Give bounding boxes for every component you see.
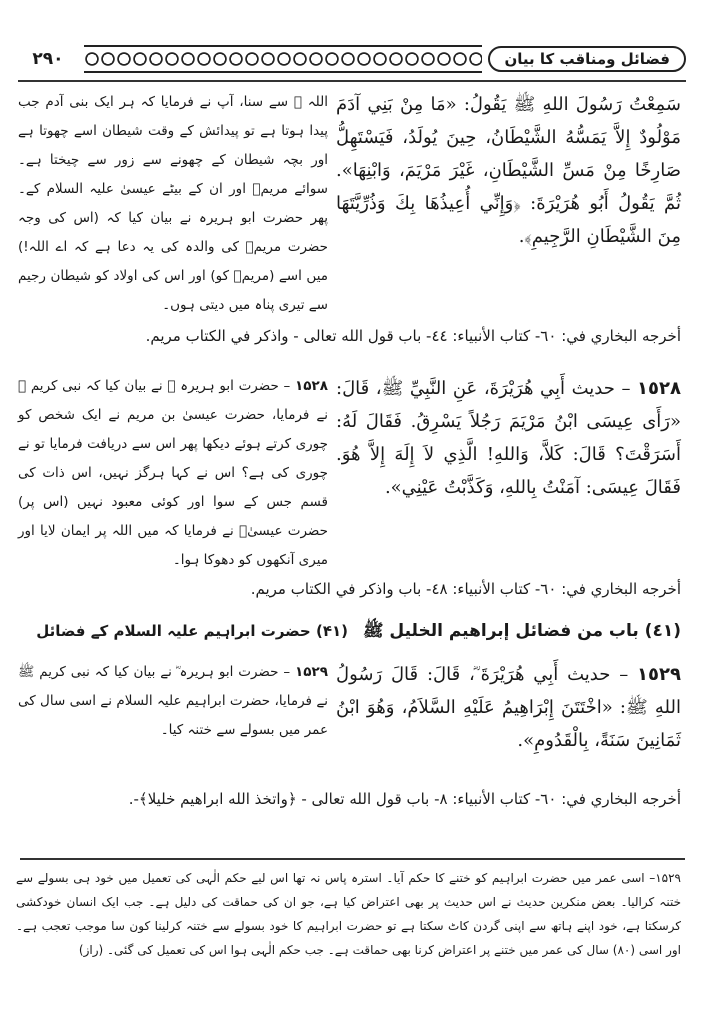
hadith-1527-arabic: سَمِعْتُ رَسُولَ اللهِ ﷺ يَقُولُ: «مَا مِنْ بَنِي آدَمَ مَوْلُودٌ إِلاَّ يَمَسُّهُ الشَّيْطَانُ، حِينَ يُولَدُ، فَيَسْتَهِلُّ صَارِخًا مِنْ مَسِّ الشَّيْطَانِ، غَيْرَ مَرْيَمَ، وَابْنِهَا». ثُمَّ يَقُولُ أَبُو هُرَيْرَةَ: ﴿وَإِنِّي أُعِيذُهَا بِكَ وَذُرِّيَّتَهَا مِنَ الشَّيْطَانِ الرَّجِيمِ﴾.: [336, 94, 681, 247]
hadith-1529-urdu-number: ۱۵۲۹: [295, 664, 328, 680]
hadith-1528-reference: أخرجه البخاري في: ٦٠- كتاب الأنبياء: ٤٨- باب واذكر في الكتاب مريم.: [250, 580, 681, 598]
hadith-1529-urdu-text: – حضرت ابو ہریرہ ؓ نے بیان کیا کہ نبی کریم ﷺ نے فرمایا، حضرت ابراہیم علیہ السلام نے اسی سال کی عمر میں بسولے سے ختنہ کیا۔: [18, 664, 328, 738]
hadith-1528-urdu: [18, 372, 328, 575]
running-title: فضائل ومناقب کا بیان: [488, 46, 686, 72]
hadith-1527-urdu: اللہ ﷺ سے سنا، آپ نے فرمایا کہ ہر ایک بنی آدم جب پیدا ہوتا ہے تو پیدائش کے وقت شیطان اسے چھوتا ہے اور بچہ شیطان کے چھونے سے زور سے چیختا ہے۔ سوائے مریمؑ اور ان کے بیٹے عیسیٰ علیہ السلام کے۔ پھر حضرت ابو ہریرہ نے بیان کیا کہ (اس کی وجہ حضرت مریمؑ کی والدہ کی یہ دعا ہے کہ اے اللہ!) میں اسے (مریمؑ کو) اور اس کی اولاد کو شیطان رجیم سے تیری پناہ میں دیتی ہوں۔: [18, 94, 328, 313]
hadith-1529-reference: أخرجه البخاري في: ٦٠- كتاب الأنبياء: ٨- باب قول الله تعالى - ﴿واتخذ الله ابراهيم خليلا﴾-.: [128, 790, 681, 808]
hadith-1529-text: – حديث أَبِي هُرَيْرَةَ ؓ، قَالَ: قَالَ رَسُولُ اللهِ ﷺ: «اخْتَتَنَ إِبْرَاهِيمُ عَلَيْهِ السَّلاَمُ، وَهُوَ ابْنُ ثَمَانِينَ سَنَةً، بِالْقَدُومِ».: [336, 664, 681, 751]
hadith-1527-reference: أخرجه البخاري في: ٦٠- كتاب الأنبياء: ٤٤- باب قول الله تعالى - واذكر في الكتاب مريم.: [145, 327, 681, 345]
hadith-1528-arabic: [336, 372, 681, 504]
footnote-rule: [20, 858, 685, 860]
hadith-1528-number: ١٥٢٨: [637, 378, 681, 399]
chapter-41-title-arabic: (٤١) باب من فضائل إبراهيم الخليل ﷺ: [362, 621, 681, 641]
hadith-1528-text: – حديث أَبِي هُرَيْرَةَ، عَنِ النَّبِيِّ ﷺ، قَالَ: «رَأَى عِيسَى ابْنُ مَرْيَمَ رَجُلاً يَسْرِقُ. فَقَالَ لَهُ: أَسَرَقْتَ؟ قَالَ: كَلاَّ، وَاللهِ! الَّذِي لاَ إِلَهَ إِلاَّ هُوَ. فَقَالَ عِيسَى: آمَنْتُ بِاللهِ، وَكَذَّبْتُ عَيْنِي».: [336, 378, 681, 498]
hadith-1529-urdu: [18, 658, 328, 745]
hadith-1528-urdu-text: – حضرت ابو ہریرہ ؓ نے بیان کیا کہ نبی کریم ﷺ نے فرمایا، حضرت عیسیٰ بن مریم نے ایک شخص کو چوری کرتے ہوئے دیکھا پھر اس سے دریافت فرمایا تو نے چوری کی ہے؟ اس نے کہا ہرگز نہیں، اس ذات کی قسم جس کے سوا اور کوئی معبود نہیں (اس پر) حضرت عیسیٰؑ نے فرمایا کہ میں اللہ پر ایمان لایا اور میری آنکھوں کو دھوکا ہوا۔: [18, 378, 328, 568]
page-number: ۲۹۰: [32, 49, 64, 69]
page-header: [18, 42, 686, 76]
header-ornament: [84, 45, 482, 73]
hadith-1529-number: ١٥٢٩: [637, 664, 681, 685]
hadith-1529-arabic: [336, 658, 681, 757]
header-rule: [18, 80, 686, 82]
chapter-41-title-urdu: (۴۱) حضرت ابراہیم علیہ السلام کے فضائل: [36, 622, 348, 640]
hadith-1528-urdu-number: ۱۵۲۸: [295, 378, 328, 394]
footnote: ۱۵۲۹– اسی عمر میں حضرت ابراہیم کو ختنے کا حکم آیا۔ استرہ پاس نہ تھا اس لیے حکم الٰہی کی تعمیل میں خود ہی بسولے سے ختنہ کرالیا۔ بعض منکرین حدیث نے اس حدیث پر بھی اعتراض کیا ہے، جو ان کی حماقت کی دلیل ہے۔ جب ایک انسان خودکشی کرسکتا ہے، خود اپنے ہاتھ سے اپنی گردن کاٹ سکتا ہے تو حضرت ابراہیم کا خود بسولے سے ختنہ کرلینا کون سا موجب تعجب ہے۔ اور اسی (۸۰) سال کی عمر میں ختنے پر اعتراض کرنا بھی حماقت ہے۔ جب حکم الٰہی ہوا اس کی تعمیل کی گئی۔ (راز): [16, 871, 681, 957]
